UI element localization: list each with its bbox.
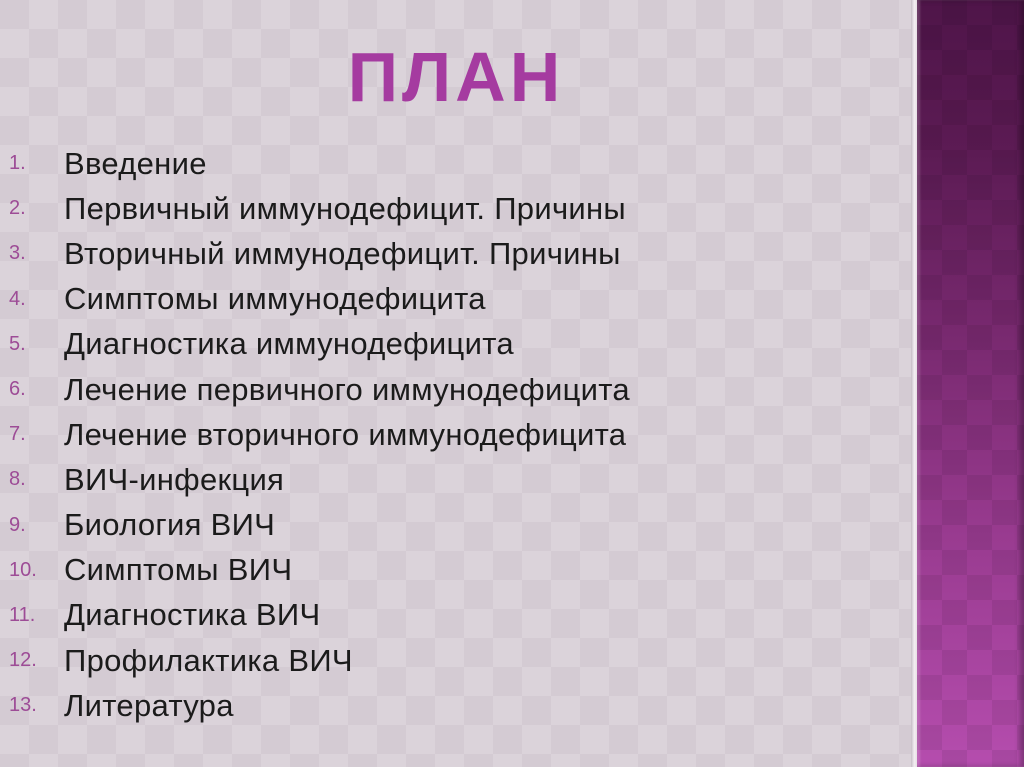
item-number: 10. [9, 558, 37, 581]
item-number: 12. [9, 649, 37, 672]
item-text: Первичный иммунодефицит. Причины [64, 190, 627, 226]
item-text: Введение [64, 145, 207, 181]
item-text: Литература [64, 687, 234, 723]
item-number: 3. [9, 242, 26, 265]
item-number: 4. [9, 287, 26, 310]
right-accent-bar [917, 0, 1024, 767]
plan-list [0, 141, 912, 728]
list-item [0, 457, 912, 502]
list-item [0, 638, 912, 683]
item-number: 8. [9, 468, 26, 491]
item-number: 13. [9, 694, 37, 717]
item-text: ВИЧ-инфекция [64, 461, 285, 497]
item-number: 2. [9, 197, 26, 220]
item-text: Лечение первичного иммунодефицита [64, 371, 630, 407]
list-item [0, 503, 912, 548]
list-item [0, 322, 912, 367]
item-number: 11. [9, 603, 36, 626]
item-number: 5. [9, 332, 26, 355]
item-text: Диагностика ВИЧ [64, 597, 321, 633]
item-number: 1. [9, 152, 26, 175]
list-item [0, 141, 912, 186]
item-number: 6. [9, 378, 26, 401]
list-item [0, 231, 912, 276]
item-text: Биология ВИЧ [64, 507, 276, 543]
item-text: Диагностика иммунодефицита [64, 326, 514, 362]
item-text: Симптомы иммунодефицита [64, 281, 486, 317]
list-item [0, 593, 912, 638]
list-item [0, 548, 912, 593]
list-item [0, 277, 912, 322]
item-number: 7. [9, 423, 26, 446]
item-text: Профилактика ВИЧ [64, 642, 353, 678]
list-item [0, 683, 912, 728]
list-item [0, 186, 912, 231]
item-number: 9. [9, 513, 26, 536]
list-item [0, 412, 912, 457]
item-text: Симптомы ВИЧ [64, 552, 293, 588]
slide-title: ПЛАН [347, 38, 565, 116]
list-item [0, 367, 912, 412]
item-text: Вторичный иммунодефицит. Причины [64, 235, 621, 271]
item-text: Лечение вторичного иммунодефицита [64, 416, 627, 452]
